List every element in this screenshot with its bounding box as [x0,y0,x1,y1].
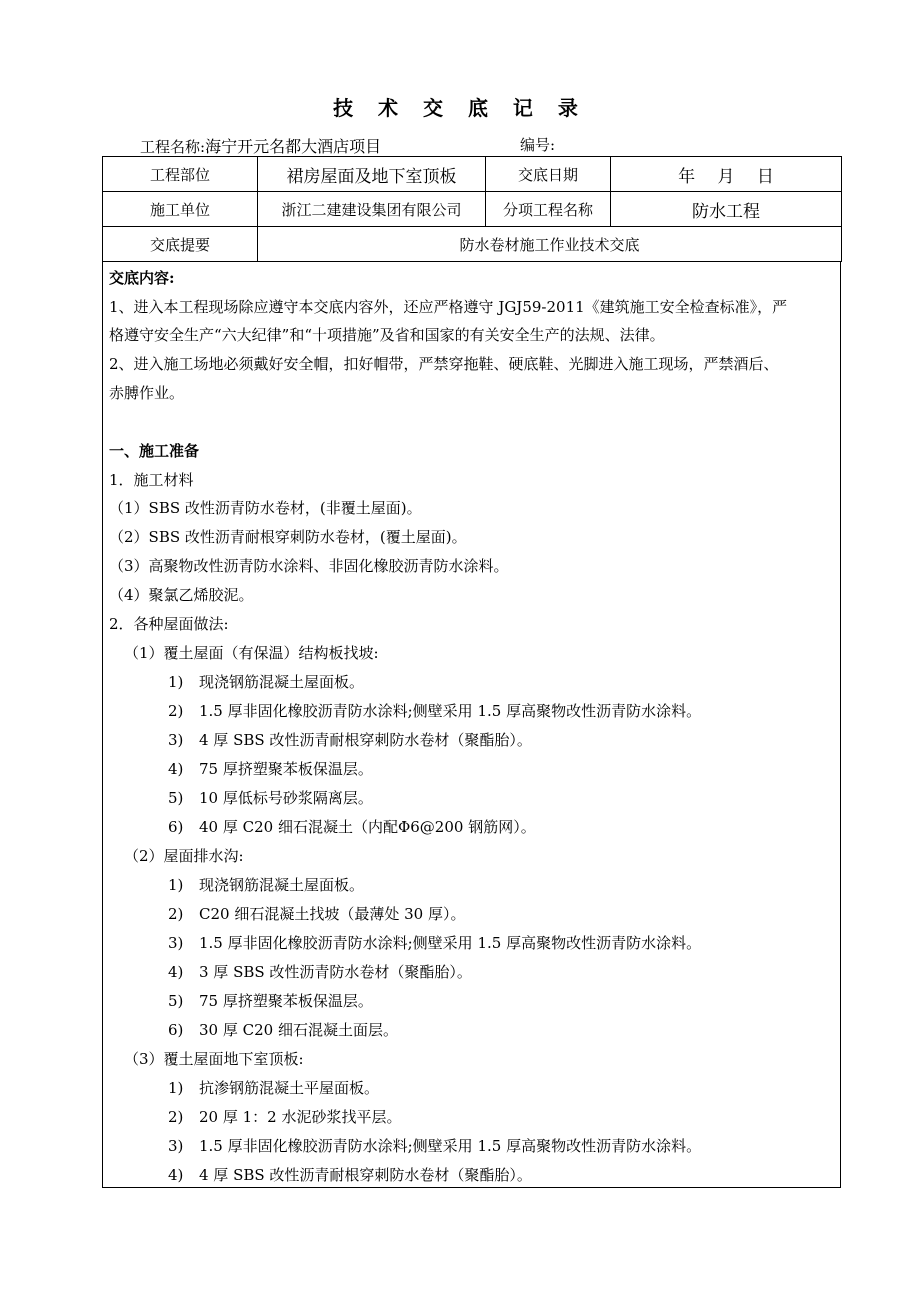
info-table [102,156,842,262]
contractor-value: 浙江二建建设集团有限公司 [258,192,486,227]
item-number: 5) [168,789,184,807]
item-text: 4 厚 SBS 改性沥青耐根穿刺防水卷材（聚酯胎）。 [199,731,532,749]
item-number: 2) [168,905,184,923]
para2-line2: 赤膊作业。 [109,384,185,402]
location-value: 裙房屋面及地下室顶板 [258,157,486,192]
item-text: 10 厚低标号砂浆隔离层。 [199,789,373,807]
item-text: 75 厚挤塑聚苯板保温层。 [199,760,373,778]
item-text: 现浇钢筋混凝土屋面板。 [199,876,365,894]
item-number: 3) [168,934,184,952]
item-text: 40 厚 C20 细石混凝土（内配Φ6@200 钢筋网）。 [199,818,536,836]
item-text: 3 厚 SBS 改性沥青防水卷材（聚酯胎）。 [199,963,472,981]
materials-title: 1．施工材料 [109,471,194,489]
group3-title: （3）覆土屋面地下室顶板: [124,1050,304,1068]
item-number: 1) [168,673,184,691]
item-number: 5) [168,992,184,1010]
content-heading: 交底内容: [109,269,175,287]
project-name: 海宁开元名都大酒店项目 [205,137,382,156]
material-item: （1）SBS 改性沥青防水卷材，(非覆土屋面)。 [109,499,422,517]
item-number: 4) [168,1166,184,1184]
group1-title: （1）覆土屋面（有保温）结构板找坡: [124,644,379,662]
item-text: 抗渗钢筋混凝土平屋面板。 [199,1079,380,1097]
para2-line1: 2、进入施工场地必须戴好安全帽，扣好帽带，严禁穿拖鞋、硬底鞋、光脚进入施工现场，严禁酒后、 [109,355,779,373]
document-title: 技 术 交 底 记 录 [333,96,587,120]
section1-title: 一、施工准备 [109,442,200,460]
para1-line2: 格遵守安全生产“六大纪律”和“十项措施”及省和国家的有关安全生产的法规、法律。 [109,326,665,344]
item-text: 75 厚挤塑聚苯板保温层。 [199,992,373,1010]
item-text: C20 细石混凝土找坡（最薄处 30 厚）。 [199,905,466,923]
item-number: 2) [168,702,184,720]
item-number: 1) [168,1079,184,1097]
item-number: 2) [168,1108,184,1126]
location-label: 工程部位 [103,157,258,192]
item-number: 1) [168,876,184,894]
item-number: 4) [168,963,184,981]
item-text: 1.5 厚非固化橡胶沥青防水涂料;侧壁采用 1.5 厚高聚物改性沥青防水涂料。 [199,934,702,952]
info-row-summary [103,227,842,262]
item-text: 1.5 厚非固化橡胶沥青防水涂料;侧壁采用 1.5 厚高聚物改性沥青防水涂料。 [199,702,702,720]
item-text: 4 厚 SBS 改性沥青耐根穿刺防水卷材（聚酯胎）。 [199,1166,532,1184]
subproject-label: 分项工程名称 [486,192,611,227]
item-text: 20 厚 1：2 水泥砂浆找平层。 [199,1108,402,1126]
item-number: 3) [168,731,184,749]
item-number: 6) [168,1021,184,1039]
methods-title: 2．各种屋面做法: [109,615,229,633]
project-header [0,134,920,156]
item-number: 6) [168,818,184,836]
item-text: 30 厚 C20 细石混凝土面层。 [199,1021,398,1039]
info-row-location [103,157,842,192]
project-label: 工程名称: [140,138,206,156]
item-number: 4) [168,760,184,778]
para1-line1: 1、进入本工程现场除应遵守本交底内容外，还应严格遵守 JGJ59-2011《建筑施工安全检查标准》，严 [109,298,788,316]
info-row-contractor [103,192,842,227]
summary-value: 防水卷材施工作业技术交底 [258,227,842,262]
summary-label: 交底提要 [103,227,258,262]
material-item: （2）SBS 改性沥青耐根穿刺防水卷材，(覆土屋面)。 [109,528,467,546]
contractor-label: 施工单位 [103,192,258,227]
item-number: 3) [168,1137,184,1155]
project-name-field [140,134,381,157]
date-label: 交底日期 [486,157,611,192]
group2-title: （2）屋面排水沟: [124,847,244,865]
item-text: 现浇钢筋混凝土屋面板。 [199,673,365,691]
number-label: 编号: [520,136,556,154]
subproject-value: 防水工程 [611,192,842,227]
material-item: （3）高聚物改性沥青防水涂料、非固化橡胶沥青防水涂料。 [109,557,509,575]
date-value: 年 月 日 [611,157,842,192]
material-item: （4）聚氯乙烯胶泥。 [109,586,254,604]
item-text: 1.5 厚非固化橡胶沥青防水涂料;侧壁采用 1.5 厚高聚物改性沥青防水涂料。 [199,1137,702,1155]
